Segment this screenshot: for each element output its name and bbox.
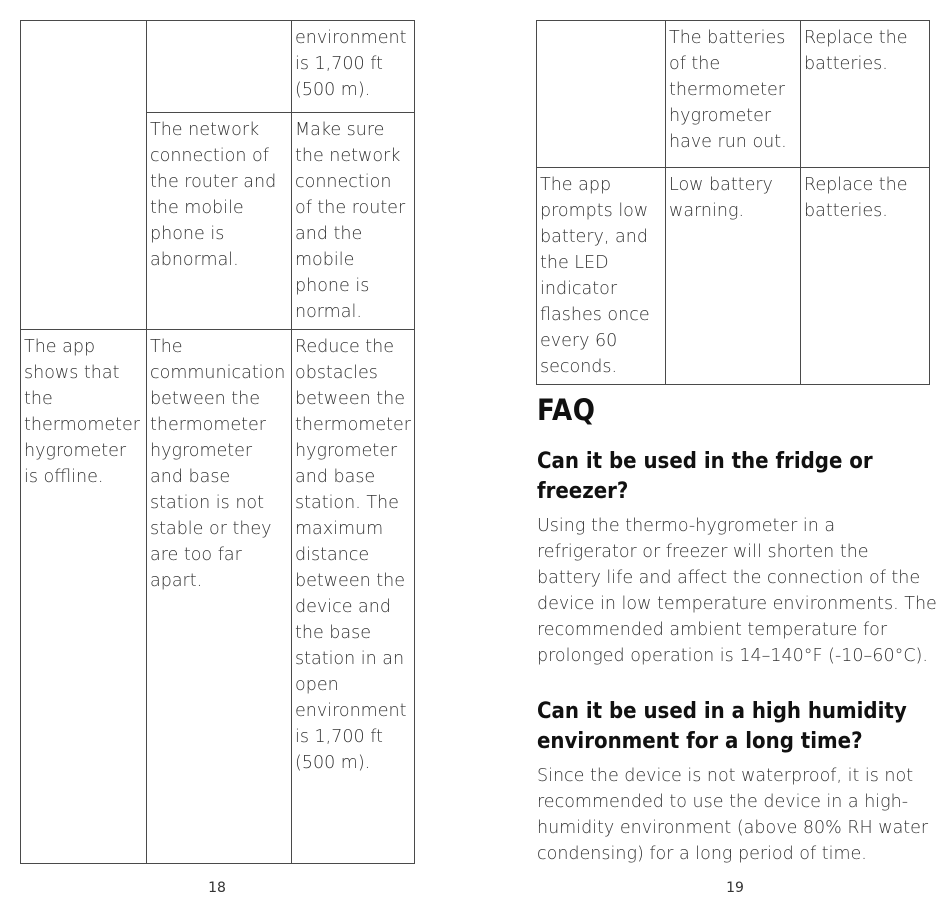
table-row: [21, 113, 415, 330]
table-row: [537, 21, 930, 168]
solution-text: Reduce the obstacles between the thermometer hygrometer and base station. The maximum distance between the device and the base station in an open environment is 1,700 ft (500 m).: [295, 337, 411, 773]
symptom-text: The app prompts low battery, and the LED indicator flashes once every 60 seconds.: [540, 175, 650, 377]
symptom-cell: [21, 21, 147, 113]
cause-text: The communication between the thermometer hygrometer and base station is not stable or they are too far apart.: [150, 337, 286, 591]
solution-cell: [801, 21, 930, 168]
solution-cell: [801, 168, 930, 385]
cause-cell: [147, 21, 292, 113]
faq-item: [537, 447, 937, 669]
faq-item: [537, 697, 937, 867]
troubleshooting-table-right: [536, 20, 930, 385]
right-page: [475, 0, 950, 901]
solution-text: Make sure the network connection of the router and the mobile phone is normal.: [295, 120, 406, 322]
symptom-cell: [537, 21, 666, 168]
page-number: 18: [208, 880, 226, 896]
troubleshooting-table-left: [20, 20, 415, 864]
faq-answer: Since the device is not waterproof, it is not recommended to use the device in a high-humidity environment (above 80% RH water condensing) for a long period of time.: [537, 766, 929, 864]
table-row: [21, 21, 415, 113]
symptom-text: The app shows that the thermometer hygrometer is offline.: [24, 337, 140, 487]
symptom-cell: [21, 330, 147, 864]
cause-cell: [147, 113, 292, 330]
table-row: [537, 168, 930, 385]
solution-text: environment is 1,700 ft (500 m).: [295, 28, 407, 100]
symptom-cell: [537, 168, 666, 385]
table-row: [21, 330, 415, 864]
cause-cell: [147, 330, 292, 864]
page-number: 19: [726, 880, 744, 896]
faq-answer: Using the thermo-hygrometer in a refrigerator or freezer will shorten the battery life and affect the connection of the device in low temperature environments. The recommended ambient temperature for prolonged operation is 14–140°F (-10–60°C).: [537, 516, 937, 666]
symptom-cell: [21, 113, 147, 330]
cause-text: Low battery warning.: [669, 175, 773, 221]
faq-question: Can it be used in the fridge or freezer?: [537, 449, 873, 504]
solution-text: Replace the batteries.: [804, 175, 908, 221]
solution-cell: [292, 113, 415, 330]
faq-title: FAQ: [537, 393, 596, 427]
solution-cell: [292, 21, 415, 113]
cause-text: The batteries of the thermometer hygrometer have run out.: [669, 28, 787, 152]
cause-cell: [666, 21, 801, 168]
solution-cell: [292, 330, 415, 864]
faq-question: Can it be used in a high humidity environment for a long time?: [537, 699, 907, 754]
solution-text: Replace the batteries.: [804, 28, 908, 74]
cause-text: The network connection of the router and the mobile phone is abnormal.: [150, 120, 277, 270]
cause-cell: [666, 168, 801, 385]
